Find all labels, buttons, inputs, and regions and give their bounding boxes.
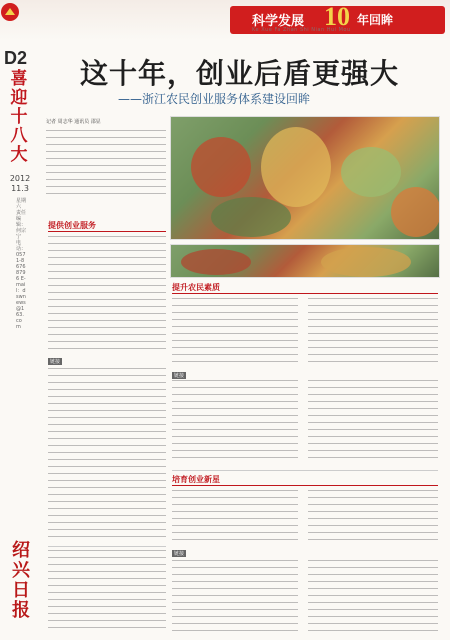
subhead-quality: 提升农民素质: [172, 283, 220, 292]
subhead-rule: [172, 485, 438, 486]
article-subtitle: ——浙江农民创业服务体系建设回眸: [118, 92, 311, 106]
subhead-rule: [172, 293, 438, 294]
bottom-link-text-left: [172, 560, 298, 632]
link-tag: 链接: [50, 359, 61, 365]
middle-link-text-right: [308, 380, 438, 464]
link-tag: 链接: [174, 551, 185, 557]
subhead-service: 提供创业服务: [48, 221, 96, 230]
left-bottom-text: [48, 550, 166, 630]
subhead-rule: [48, 231, 166, 232]
page-code: D2: [4, 48, 28, 68]
header-suffix: 年回眸: [357, 13, 394, 27]
issue-date: 2012 11.3: [9, 174, 31, 193]
header-section-title: 科学发展: [252, 14, 305, 29]
bottom-left-text: [172, 490, 298, 546]
editor-info: 星期六 责任编辑：何宗宁 电话：0571-86768796 E-mail：dswnews@163.com: [16, 198, 27, 330]
column-divider: [48, 546, 166, 547]
link-tag: 链接: [174, 373, 185, 379]
training-photo: [170, 244, 440, 278]
middle-left-text: [172, 298, 298, 368]
bottom-right-text: [308, 490, 438, 546]
intro-text: [46, 130, 166, 200]
header-pinyin: Ke Xue Fa Zhan Shi Nian Hui Mou: [252, 27, 351, 33]
party-emblem-icon: [0, 0, 30, 30]
article-title: 这十年，创业后盾更强大: [80, 57, 400, 90]
subhead-new-stars: 培育创业新星: [172, 475, 220, 484]
workshop-photo: [170, 116, 440, 240]
bottom-link-text-right: [308, 560, 438, 632]
header-number: 10: [324, 2, 350, 31]
article-byline: 记者 周志华 通讯员 邵显: [46, 119, 101, 125]
middle-right-text: [308, 298, 438, 368]
left-link-text: [48, 368, 166, 543]
middle-link-text-left: [172, 380, 298, 464]
newspaper-brand: 绍兴日报: [12, 540, 30, 620]
sidebar-section-title: 喜迎十八大: [10, 69, 28, 165]
left-column-text: [48, 236, 166, 353]
section-divider: [172, 470, 438, 471]
